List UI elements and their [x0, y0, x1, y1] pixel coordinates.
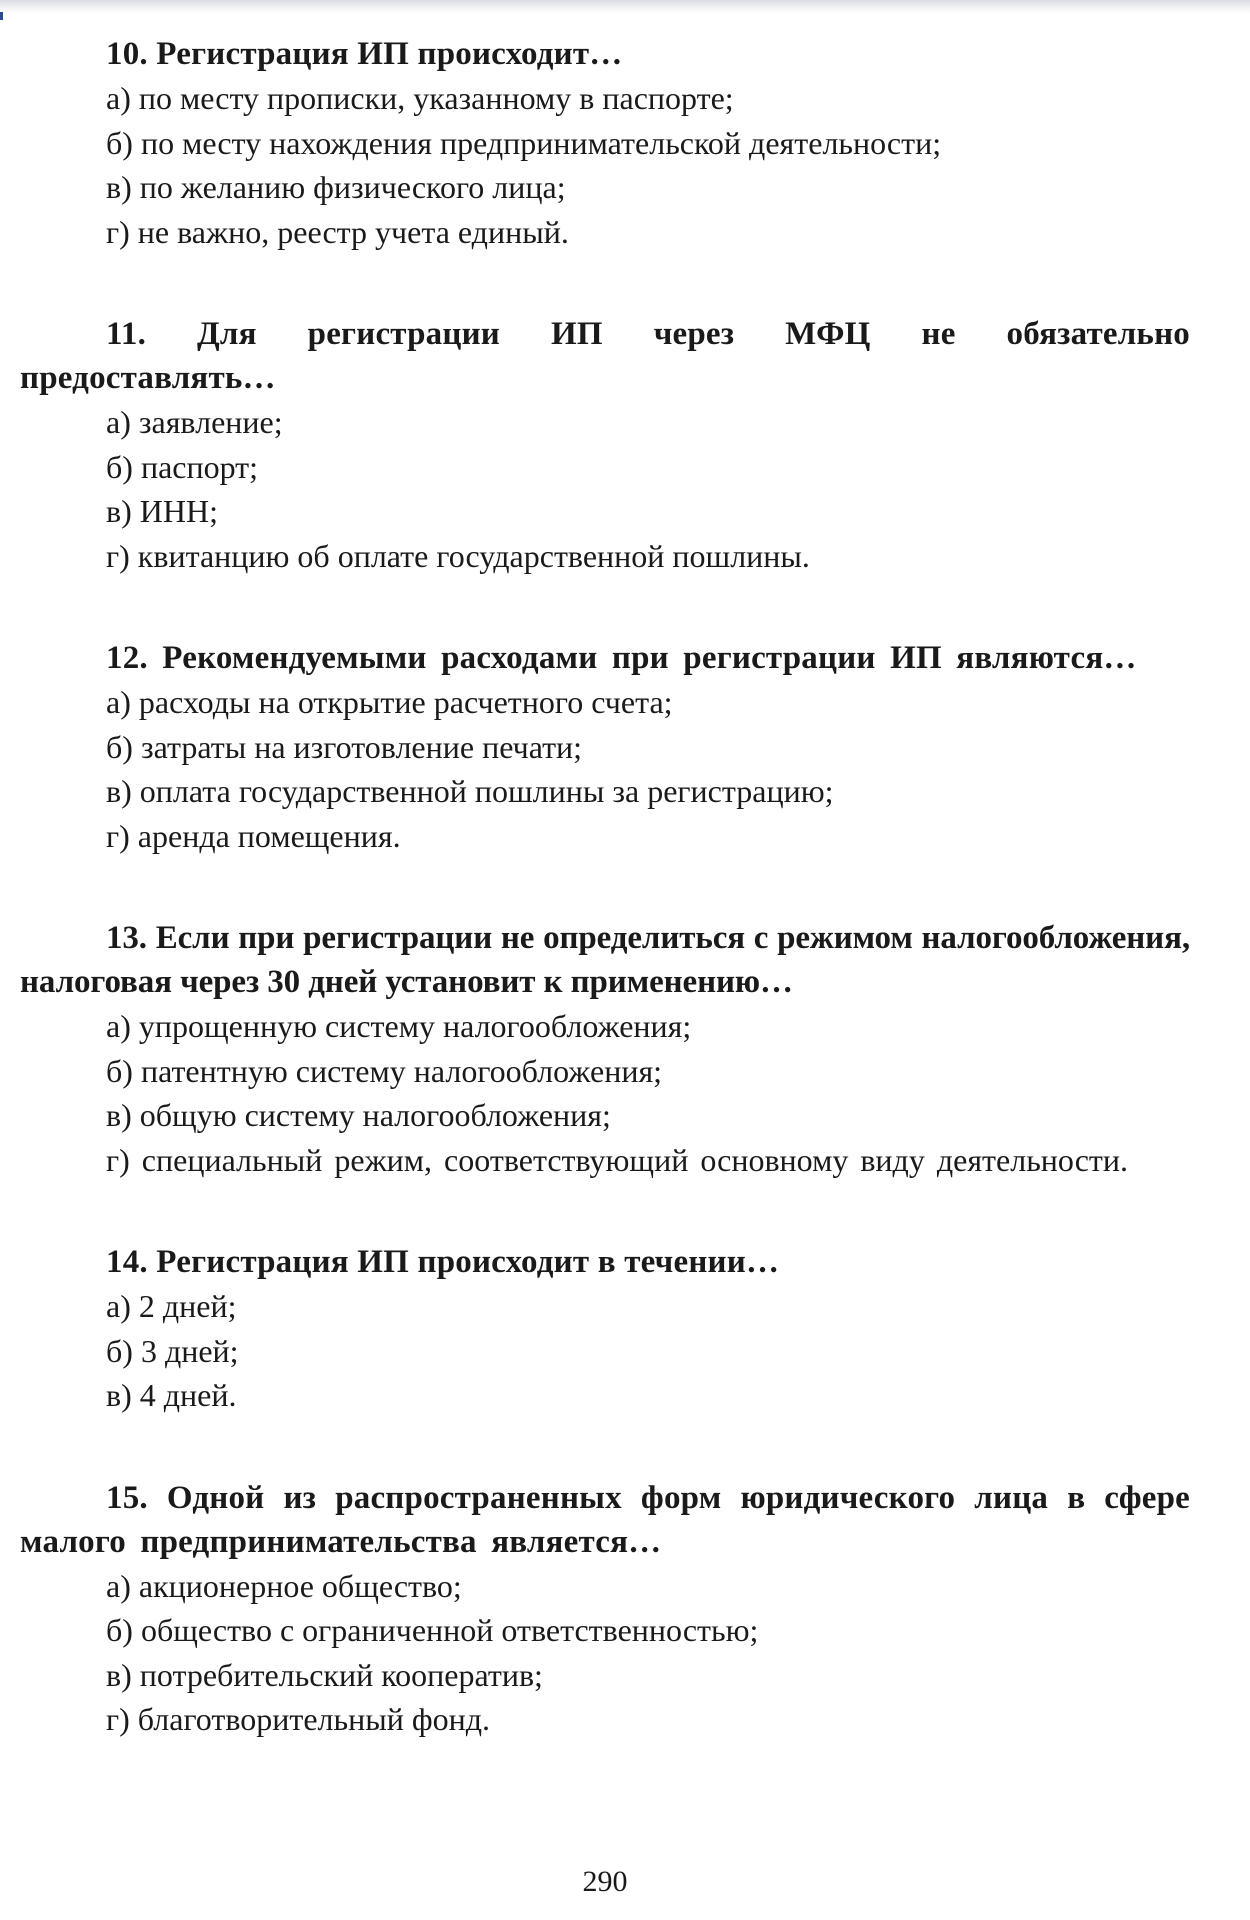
scan-top-edge — [0, 0, 1250, 14]
answer-option: а) по месту прописки, указанному в паспорте; — [106, 80, 734, 116]
answer-option: б) паспорт; — [106, 448, 259, 485]
question-title: 11. Для регистрации ИП через МФЦ не обязательно предоставлять… — [20, 316, 1190, 396]
answer-option: б) затраты на изготовление печати; — [106, 728, 583, 765]
answer-option: г) благотворительный фонд. — [106, 1701, 490, 1737]
answer-option: г) квитанцию об оплате государственной пошлины. — [106, 537, 810, 574]
answer-option: а) заявление; — [106, 404, 283, 440]
corner-mark — [0, 12, 3, 20]
question-13 — [20, 916, 1190, 1182]
answer-option: б) общество с ограниченной ответственностью; — [106, 1612, 759, 1648]
page-number: 290 — [582, 1865, 628, 1898]
answer-option: а) упрощенную систему налогообложения; — [106, 1008, 692, 1044]
answer-option: б) по месту нахождения предпринимательской деятельности; — [106, 124, 942, 161]
question-title: 15. Одной из распространенных форм юридического лица в сфере малого предпринимательства является… — [20, 1479, 1190, 1560]
answer-option: г) не важно, реестр учета единый. — [106, 213, 569, 250]
answer-option: г) специальный режим, соответствующий основному виду деятельности. — [106, 1141, 1129, 1178]
answer-option: а) 2 дней; — [106, 1288, 237, 1324]
question-title: 12. Рекомендуемыми расходами при регистрации ИП являются… — [106, 640, 1137, 676]
answer-option: в) ИНН; — [106, 493, 218, 529]
answer-option: а) акционерное общество; — [106, 1567, 462, 1604]
answer-option: в) потребительский кооператив; — [106, 1656, 543, 1693]
answer-option: б) патентную систему налогообложения; — [106, 1052, 663, 1089]
answer-option: в) по желанию физического лица; — [106, 169, 566, 205]
question-15 — [20, 1476, 1190, 1742]
document-page — [20, 32, 1190, 1800]
answer-option: в) общую систему налогообложения; — [106, 1097, 611, 1133]
question-title: 13. Если при регистрации не определиться с режимом налогообложения, налоговая через 30 дней установит к применению… — [20, 920, 1190, 1000]
question-14 — [20, 1240, 1190, 1418]
question-10 — [20, 32, 1190, 254]
question-title: 14. Регистрация ИП происходит в течении… — [106, 1244, 780, 1280]
answer-option: а) расходы на открытие расчетного счета; — [106, 684, 673, 720]
answer-option: в) 4 дней. — [106, 1377, 237, 1413]
answer-option: в) оплата государственной пошлины за регистрацию; — [106, 773, 834, 809]
question-12 — [20, 636, 1190, 858]
answer-option: г) аренда помещения. — [106, 817, 401, 854]
question-title: 10. Регистрация ИП происходит… — [106, 36, 623, 72]
question-11 — [20, 312, 1190, 578]
answer-option: б) 3 дней; — [106, 1332, 239, 1369]
